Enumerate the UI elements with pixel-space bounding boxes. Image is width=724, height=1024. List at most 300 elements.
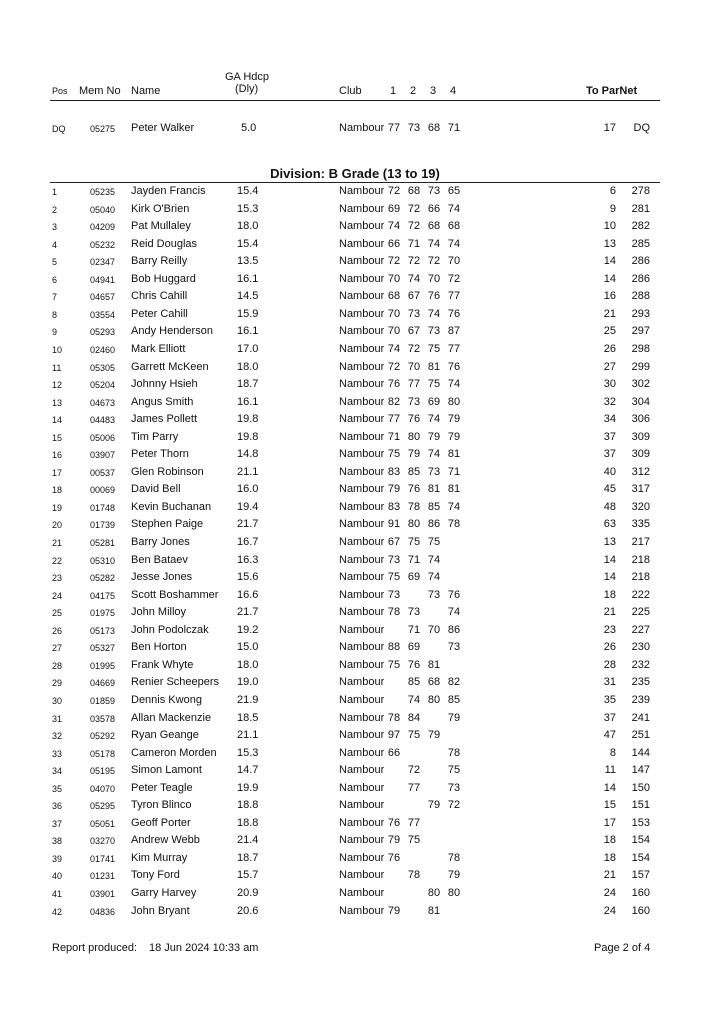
cell-name: Tony Ford	[131, 869, 180, 882]
cell-pos: 42	[52, 906, 63, 917]
cell-net: 153	[631, 816, 650, 829]
cell-round-4: 74	[447, 202, 461, 215]
cell-club: Nambour	[339, 781, 384, 794]
cell-net: 285	[631, 237, 650, 250]
cell-round-1: 67	[387, 536, 401, 548]
cell-hdcp: 20.6	[237, 904, 259, 917]
cell-round-2: 72	[407, 202, 421, 215]
cell-net: 160	[631, 904, 650, 917]
cell-round-4: 73	[447, 781, 461, 794]
table-row	[0, 536, 724, 554]
table-row	[0, 413, 724, 431]
dq-hdcp: 5.0	[241, 122, 257, 134]
cell-pos: 31	[52, 713, 63, 724]
cell-pos: 14	[52, 415, 63, 426]
cell-name: Andy Henderson	[131, 325, 213, 338]
cell-round-2: 76	[407, 413, 421, 426]
dq-mem-no: 05275	[90, 124, 116, 134]
cell-hdcp: 18.7	[237, 378, 259, 391]
cell-round-4: 79	[447, 711, 461, 724]
cell-hdcp: 18.5	[237, 711, 259, 724]
cell-pos: 34	[52, 766, 63, 777]
table-row	[0, 887, 724, 905]
table-row	[0, 220, 724, 238]
cell-net: 320	[631, 500, 650, 513]
table-row	[0, 799, 724, 817]
cell-net: 222	[631, 588, 650, 601]
cell-pos: 39	[52, 853, 63, 864]
cell-to-par: 26	[603, 641, 616, 654]
cell-hdcp: 16.6	[237, 588, 259, 601]
cell-club: Nambour	[339, 220, 384, 233]
cell-net: 309	[631, 430, 650, 443]
cell-name: Allan Mackenzie	[131, 711, 212, 724]
cell-club: Nambour	[339, 887, 384, 899]
table-row	[0, 852, 724, 870]
cell-pos: 27	[52, 643, 63, 654]
cell-mem-no: 05040	[90, 204, 116, 215]
cell-round-3: 70	[427, 272, 441, 285]
dq-club: Nambour	[339, 122, 384, 134]
cell-name: James Pollett	[131, 413, 198, 426]
cell-hdcp: 15.3	[237, 746, 259, 759]
table-row	[0, 782, 724, 800]
cell-club: Nambour	[339, 746, 384, 759]
cell-club: Nambour	[339, 799, 384, 812]
cell-round-3: 75	[427, 342, 441, 355]
table-row	[0, 325, 724, 343]
cell-net: 281	[631, 202, 650, 215]
cell-pos: 24	[52, 590, 63, 601]
cell-mem-no: 05235	[90, 187, 116, 197]
table-row	[0, 834, 724, 852]
cell-net: 232	[631, 658, 650, 671]
cell-mem-no: 01748	[90, 502, 116, 513]
cell-round-3: 85	[427, 500, 441, 513]
table-row	[0, 466, 724, 484]
cell-round-3: 73	[427, 465, 441, 478]
cell-name: Tim Parry	[131, 430, 179, 443]
cell-club: Nambour	[339, 255, 384, 268]
cell-round-2: 77	[407, 816, 421, 829]
dq-round-4: 71	[447, 122, 461, 134]
cell-hdcp: 19.9	[237, 781, 259, 794]
cell-pos: 30	[52, 695, 63, 706]
cell-pos: 36	[52, 801, 63, 812]
cell-name: Simon Lamont	[131, 764, 202, 777]
cell-club: Nambour	[339, 325, 384, 338]
cell-net: 297	[631, 325, 650, 338]
cell-round-1: 74	[387, 342, 401, 355]
cell-mem-no: 01859	[90, 695, 116, 706]
cell-net: 298	[631, 342, 650, 355]
cell-hdcp: 19.4	[237, 500, 259, 513]
cell-net: 218	[631, 571, 650, 584]
cell-name: Bob Huggard	[131, 272, 196, 285]
cell-net: 302	[631, 378, 650, 391]
cell-mem-no: 05178	[90, 748, 116, 759]
cell-round-2: 73	[407, 307, 421, 320]
cell-round-2: 67	[407, 290, 421, 303]
cell-round-1: 91	[387, 518, 401, 531]
cell-club: Nambour	[339, 588, 384, 601]
cell-club: Nambour	[339, 518, 384, 531]
division-divider	[50, 182, 660, 183]
cell-net: 293	[631, 307, 650, 320]
cell-club: Nambour	[339, 676, 384, 689]
cell-round-2: 75	[407, 536, 421, 548]
cell-net: 151	[631, 799, 650, 812]
cell-round-4: 74	[447, 378, 461, 391]
cell-mem-no: 05173	[90, 625, 116, 636]
cell-mem-no: 04175	[90, 590, 116, 601]
footer-report-date: 18 Jun 2024 10:33 am	[149, 942, 259, 954]
cell-name: Stephen Paige	[131, 518, 204, 531]
cell-hdcp: 15.4	[237, 185, 259, 197]
cell-name: Johnny Hsieh	[131, 378, 198, 391]
cell-round-4: 81	[447, 483, 461, 496]
cell-round-1: 78	[387, 711, 401, 724]
cell-round-2: 80	[407, 518, 421, 531]
cell-name: Kim Murray	[131, 851, 188, 864]
cell-to-par: 48	[603, 500, 616, 513]
cell-round-2: 76	[407, 658, 421, 671]
cell-net: 286	[631, 272, 650, 285]
cell-to-par: 9	[609, 202, 616, 215]
table-row	[0, 589, 724, 607]
cell-mem-no: 04657	[90, 292, 116, 303]
cell-mem-no: 05327	[90, 643, 116, 654]
cell-club: Nambour	[339, 237, 384, 250]
cell-to-par: 35	[603, 693, 616, 706]
cell-to-par: 25	[603, 325, 616, 338]
cell-club: Nambour	[339, 202, 384, 215]
cell-round-3: 74	[427, 237, 441, 250]
cell-round-3: 80	[427, 693, 441, 706]
cell-hdcp: 15.3	[237, 202, 259, 215]
cell-mem-no: 04673	[90, 397, 116, 408]
cell-club: Nambour	[339, 869, 384, 882]
cell-pos: 20	[52, 520, 63, 531]
cell-round-1: 77	[387, 413, 401, 426]
cell-name: David Bell	[131, 483, 181, 496]
cell-round-1: 66	[387, 237, 401, 250]
cell-round-1: 88	[387, 641, 401, 654]
cell-to-par: 18	[603, 851, 616, 864]
cell-round-1: 78	[387, 606, 401, 619]
cell-round-1: 73	[387, 553, 401, 566]
cell-pos: 18	[52, 485, 63, 496]
cell-club: Nambour	[339, 834, 384, 847]
cell-round-2: 72	[407, 764, 421, 777]
table-row	[0, 747, 724, 765]
cell-club: Nambour	[339, 729, 384, 742]
cell-name: John Bryant	[131, 904, 190, 917]
cell-hdcp: 16.7	[237, 536, 259, 548]
cell-round-3: 75	[427, 378, 441, 391]
cell-mem-no: 03907	[90, 450, 116, 461]
cell-net: 218	[631, 553, 650, 566]
cell-round-2: 71	[407, 553, 421, 566]
cell-round-3: 79	[427, 430, 441, 443]
cell-round-3: 73	[427, 588, 441, 601]
cell-mem-no: 04941	[90, 274, 116, 285]
cell-club: Nambour	[339, 553, 384, 566]
cell-net: 241	[631, 711, 650, 724]
cell-hdcp: 18.8	[237, 799, 259, 812]
cell-round-4: 79	[447, 430, 461, 443]
cell-name: Reid Douglas	[131, 237, 198, 250]
cell-net: 227	[631, 623, 650, 636]
header-divider	[50, 100, 660, 101]
cell-net: 144	[631, 746, 650, 759]
cell-pos: 16	[52, 450, 63, 461]
cell-club: Nambour	[339, 483, 384, 496]
cell-to-par: 37	[603, 430, 616, 443]
cell-net: 160	[631, 887, 650, 899]
cell-to-par: 14	[603, 571, 616, 584]
cell-mem-no: 01975	[90, 608, 116, 619]
cell-pos: 38	[52, 836, 63, 847]
cell-round-3: 70	[427, 623, 441, 636]
cell-name: Scott Boshammer	[131, 588, 219, 601]
cell-to-par: 40	[603, 465, 616, 478]
cell-name: Dennis Kwong	[131, 693, 202, 706]
cell-name: Kevin Buchanan	[131, 500, 212, 513]
cell-round-3: 86	[427, 518, 441, 531]
cell-to-par: 21	[603, 307, 616, 320]
cell-pos: 17	[52, 467, 63, 478]
cell-name: Peter Cahill	[131, 307, 188, 320]
cell-net: 154	[631, 851, 650, 864]
cell-name: Geoff Porter	[131, 816, 191, 829]
cell-pos: 8	[52, 309, 58, 320]
table-row	[0, 255, 724, 273]
cell-round-3: 81	[427, 360, 441, 373]
cell-hdcp: 18.0	[237, 220, 259, 233]
cell-to-par: 10	[603, 220, 616, 233]
cell-club: Nambour	[339, 851, 384, 864]
cell-club: Nambour	[339, 816, 384, 829]
cell-round-3: 68	[427, 220, 441, 233]
cell-round-2: 77	[407, 781, 421, 794]
cell-club: Nambour	[339, 378, 384, 391]
cell-pos: 35	[52, 783, 63, 794]
cell-mem-no: 04483	[90, 415, 116, 426]
cell-round-1: 82	[387, 395, 401, 408]
cell-round-3: 81	[427, 658, 441, 671]
cell-mem-no: 05051	[90, 818, 116, 829]
cell-net: 288	[631, 290, 650, 303]
dq-round-3: 68	[427, 122, 441, 134]
cell-round-2: 74	[407, 693, 421, 706]
cell-round-3: 79	[427, 729, 441, 742]
cell-mem-no: 01231	[90, 871, 116, 882]
cell-to-par: 34	[603, 413, 616, 426]
cell-hdcp: 16.0	[237, 483, 259, 496]
cell-round-1: 76	[387, 816, 401, 829]
cell-round-4: 74	[447, 500, 461, 513]
cell-round-3: 72	[427, 255, 441, 268]
cell-mem-no: 05232	[90, 239, 116, 250]
cell-round-1: 76	[387, 851, 401, 864]
cell-name: Garry Harvey	[131, 887, 197, 899]
cell-mem-no: 04669	[90, 678, 116, 689]
cell-round-2: 75	[407, 834, 421, 847]
cell-round-1: 79	[387, 483, 401, 496]
cell-pos: 3	[52, 222, 58, 233]
cell-round-2: 71	[407, 623, 421, 636]
cell-round-4: 77	[447, 290, 461, 303]
cell-pos: 5	[52, 257, 58, 268]
header-hdcp-line2: (Dly)	[235, 83, 259, 95]
cell-mem-no: 05295	[90, 801, 116, 812]
cell-name: Kirk O'Brien	[131, 202, 190, 215]
dq-row	[0, 122, 724, 140]
cell-round-1: 76	[387, 378, 401, 391]
cell-name: Peter Teagle	[131, 781, 193, 794]
table-row	[0, 641, 724, 659]
cell-name: Barry Reilly	[131, 255, 188, 268]
cell-round-1: 79	[387, 904, 401, 917]
cell-round-2: 78	[407, 869, 421, 882]
cell-to-par: 45	[603, 483, 616, 496]
cell-round-2: 69	[407, 571, 421, 584]
cell-round-1: 97	[387, 729, 401, 742]
cell-round-3: 80	[427, 887, 441, 899]
cell-name: Andrew Webb	[131, 834, 200, 847]
cell-round-2: 73	[407, 606, 421, 619]
cell-name: Jayden Francis	[131, 185, 206, 197]
cell-round-1: 83	[387, 465, 401, 478]
cell-to-par: 17	[603, 816, 616, 829]
table-row	[0, 729, 724, 747]
cell-round-1: 75	[387, 658, 401, 671]
cell-to-par: 8	[609, 746, 616, 759]
header-round-1: 1	[390, 85, 397, 97]
cell-name: Barry Jones	[131, 536, 190, 548]
cell-round-4: 75	[447, 764, 461, 777]
footer-page-number: Page 2 of 4	[594, 942, 651, 954]
table-row	[0, 869, 724, 887]
cell-round-3: 74	[427, 553, 441, 566]
cell-club: Nambour	[339, 571, 384, 584]
cell-pos: 37	[52, 818, 63, 829]
cell-name: Ben Horton	[131, 641, 187, 654]
table-row	[0, 448, 724, 466]
cell-pos: 22	[52, 555, 63, 566]
cell-pos: 28	[52, 660, 63, 671]
header-pos: Pos	[52, 86, 68, 96]
cell-net: 278	[631, 185, 650, 197]
cell-pos: 41	[52, 889, 63, 899]
cell-to-par: 18	[603, 588, 616, 601]
cell-round-4: 81	[447, 448, 461, 461]
cell-round-4: 79	[447, 869, 461, 882]
cell-round-2: 67	[407, 325, 421, 338]
cell-mem-no: 04836	[90, 906, 116, 917]
table-row	[0, 238, 724, 256]
cell-net: 312	[631, 465, 650, 478]
cell-hdcp: 14.5	[237, 290, 259, 303]
cell-hdcp: 18.8	[237, 816, 259, 829]
header-hdcp-line1: GA Hdcp	[225, 71, 270, 83]
cell-pos: 32	[52, 731, 63, 742]
cell-to-par: 26	[603, 342, 616, 355]
cell-pos: 6	[52, 274, 58, 285]
cell-round-2: 69	[407, 641, 421, 654]
cell-name: Jesse Jones	[131, 571, 193, 584]
cell-round-1: 72	[387, 360, 401, 373]
cell-round-4: 76	[447, 588, 461, 601]
cell-round-2: 72	[407, 342, 421, 355]
cell-to-par: 63	[603, 518, 616, 531]
cell-round-2: 74	[407, 272, 421, 285]
cell-mem-no: 05195	[90, 766, 116, 777]
cell-pos: 4	[52, 239, 58, 250]
cell-round-4: 70	[447, 255, 461, 268]
cell-net: 235	[631, 676, 650, 689]
table-row	[0, 606, 724, 624]
cell-round-3: 79	[427, 799, 441, 812]
footer-report-label: Report produced:	[52, 942, 137, 954]
table-row	[0, 571, 724, 589]
cell-round-1: 75	[387, 448, 401, 461]
cell-pos: 13	[52, 397, 63, 408]
cell-to-par: 24	[603, 904, 616, 917]
cell-name: Renier Scheepers	[131, 676, 220, 689]
header-name: Name	[131, 85, 161, 97]
cell-round-4: 76	[447, 307, 461, 320]
cell-mem-no: 00069	[90, 485, 116, 496]
dq-pos: DQ	[52, 124, 66, 134]
cell-net: 306	[631, 413, 650, 426]
cell-pos: 40	[52, 871, 63, 882]
dq-net: DQ	[633, 122, 650, 134]
table-row	[0, 290, 724, 308]
cell-club: Nambour	[339, 658, 384, 671]
cell-club: Nambour	[339, 711, 384, 724]
cell-round-4: 65	[447, 185, 461, 197]
table-row	[0, 694, 724, 712]
cell-name: Garrett McKeen	[131, 360, 209, 373]
table-row	[0, 483, 724, 501]
cell-hdcp: 14.8	[237, 448, 259, 461]
cell-round-1: 70	[387, 325, 401, 338]
cell-round-4: 78	[447, 518, 461, 531]
cell-pos: 9	[52, 327, 58, 338]
cell-round-2: 75	[407, 729, 421, 742]
cell-name: Cameron Morden	[131, 746, 217, 759]
cell-club: Nambour	[339, 185, 384, 197]
cell-hdcp: 20.9	[237, 887, 259, 899]
cell-mem-no: 04070	[90, 783, 116, 794]
header-to-par-net: To ParNet	[586, 85, 638, 97]
cell-mem-no: 05281	[90, 538, 116, 548]
cell-mem-no: 03578	[90, 713, 116, 724]
cell-round-1: 66	[387, 746, 401, 759]
header-round-2: 2	[410, 85, 417, 97]
cell-club: Nambour	[339, 360, 384, 373]
cell-net: 286	[631, 255, 650, 268]
cell-hdcp: 16.1	[237, 272, 259, 285]
header-club: Club	[339, 85, 362, 97]
cell-mem-no: 01995	[90, 660, 116, 671]
cell-round-2: 80	[407, 430, 421, 443]
cell-name: John Podolczak	[131, 623, 209, 636]
cell-round-2: 78	[407, 500, 421, 513]
cell-to-par: 31	[603, 676, 616, 689]
